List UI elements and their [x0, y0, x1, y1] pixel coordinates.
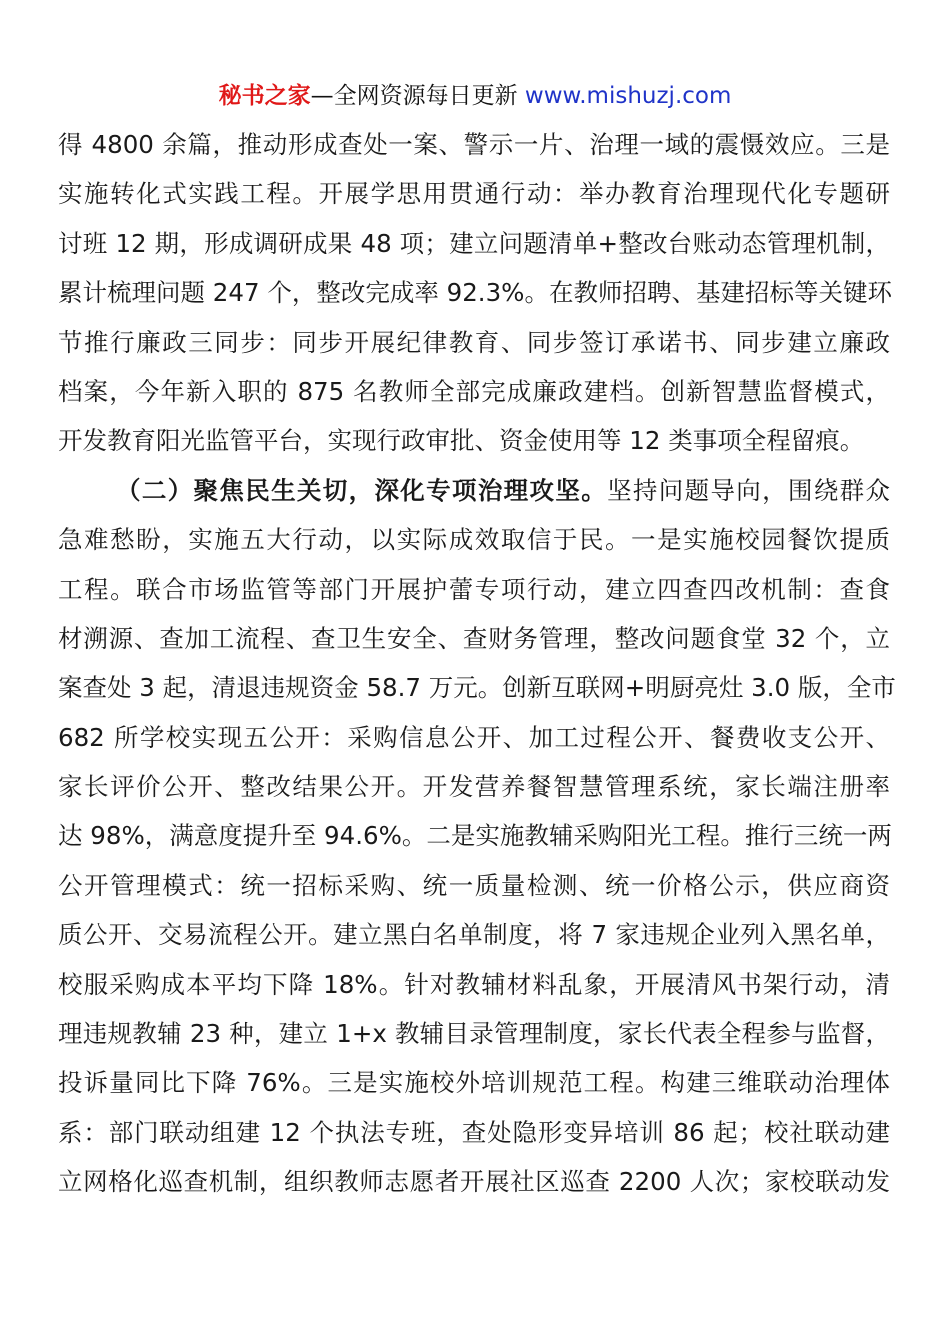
- brand-name: 秘书之家: [218, 83, 311, 109]
- text-line: 投诉量同比下降 76%。三是实施校外培训规范工程。构建三维联动治理体: [58, 1068, 890, 1098]
- text-line: 达 98%，满意度提升至 94.6%。二是实施教辅采购阳光工程。推行三统一两: [58, 821, 892, 851]
- watermark-header: [0, 80, 950, 112]
- document-body: [58, 120, 896, 1207]
- text-line: 档案，今年新入职的 875 名教师全部完成廉政建档。创新智慧监督模式，: [58, 376, 890, 406]
- text-line: 实施转化式实践工程。开展学思用贯通行动：举办教育治理现代化专题研: [58, 179, 890, 209]
- text-line: 得 4800 余篇，推动形成查处一案、警示一片、治理一域的震慑效应。三是: [58, 130, 890, 159]
- text-line: 系：部门联动组建 12 个执法专班，查处隐形变异培训 86 起；校社联动建: [58, 1117, 890, 1147]
- text-line: 校服采购成本平均下降 18%。针对教辅材料乱象，开展清风书架行动，清: [58, 969, 890, 999]
- text-line: 累计梳理问题 247 个，整改完成率 92.3%。在教师招聘、基建招标等关键环: [58, 278, 892, 308]
- site-url-link[interactable]: www.mishuzj.com: [524, 83, 732, 109]
- text-line: 理违规教辅 23 种，建立 1+x 教辅目录管理制度，家长代表全程参与监督，: [58, 1019, 890, 1049]
- text-line: 家长评价公开、整改结果公开。开发营养餐智慧管理系统，家长端注册率: [58, 772, 890, 802]
- text-line: 材溯源、查加工流程、查卫生安全、查财务管理，整改问题食堂 32 个，立: [58, 623, 890, 653]
- text-line: 立网格化巡查机制，组织教师志愿者开展社区巡查 2200 人次；家校联动发: [58, 1167, 890, 1197]
- section-first-line-text: 坚持问题导向，围绕群众: [607, 475, 891, 505]
- text-line: 682 所学校实现五公开：采购信息公开、加工过程公开、餐费收支公开、: [58, 722, 890, 752]
- text-line: 讨班 12 期，形成调研成果 48 项；建立问题清单+整改台账动态管理机制，: [58, 228, 890, 258]
- text-line: 质公开、交易流程公开。建立黑白名单制度，将 7 家违规企业列入黑名单，: [58, 920, 890, 950]
- text-line: 公开管理模式：统一招标采购、统一质量检测、统一价格公示，供应商资: [58, 870, 890, 900]
- section-heading: （二）聚焦民生关切，深化专项治理攻坚。: [116, 475, 608, 505]
- text-line: 开发教育阳光监管平台，实现行政审批、资金使用等 12 类事项全程留痕。: [58, 426, 865, 456]
- text-line: 工程。联合市场监管等部门开展护蕾专项行动，建立四查四改机制：查食: [58, 574, 890, 604]
- text-line: 节推行廉政三同步：同步开展纪律教育、同步签订承诺书、同步建立廉政: [58, 327, 890, 357]
- section-first-line: [58, 466, 890, 515]
- text-line: 案查处 3 起，清退违规资金 58.7 万元。创新互联网+明厨亮灶 3.0 版，全市: [58, 673, 896, 703]
- text-line: 急难愁盼，实施五大行动，以实际成效取信于民。一是实施校园餐饮提质: [58, 525, 890, 555]
- header-tagline: —全网资源每日更新: [310, 83, 525, 109]
